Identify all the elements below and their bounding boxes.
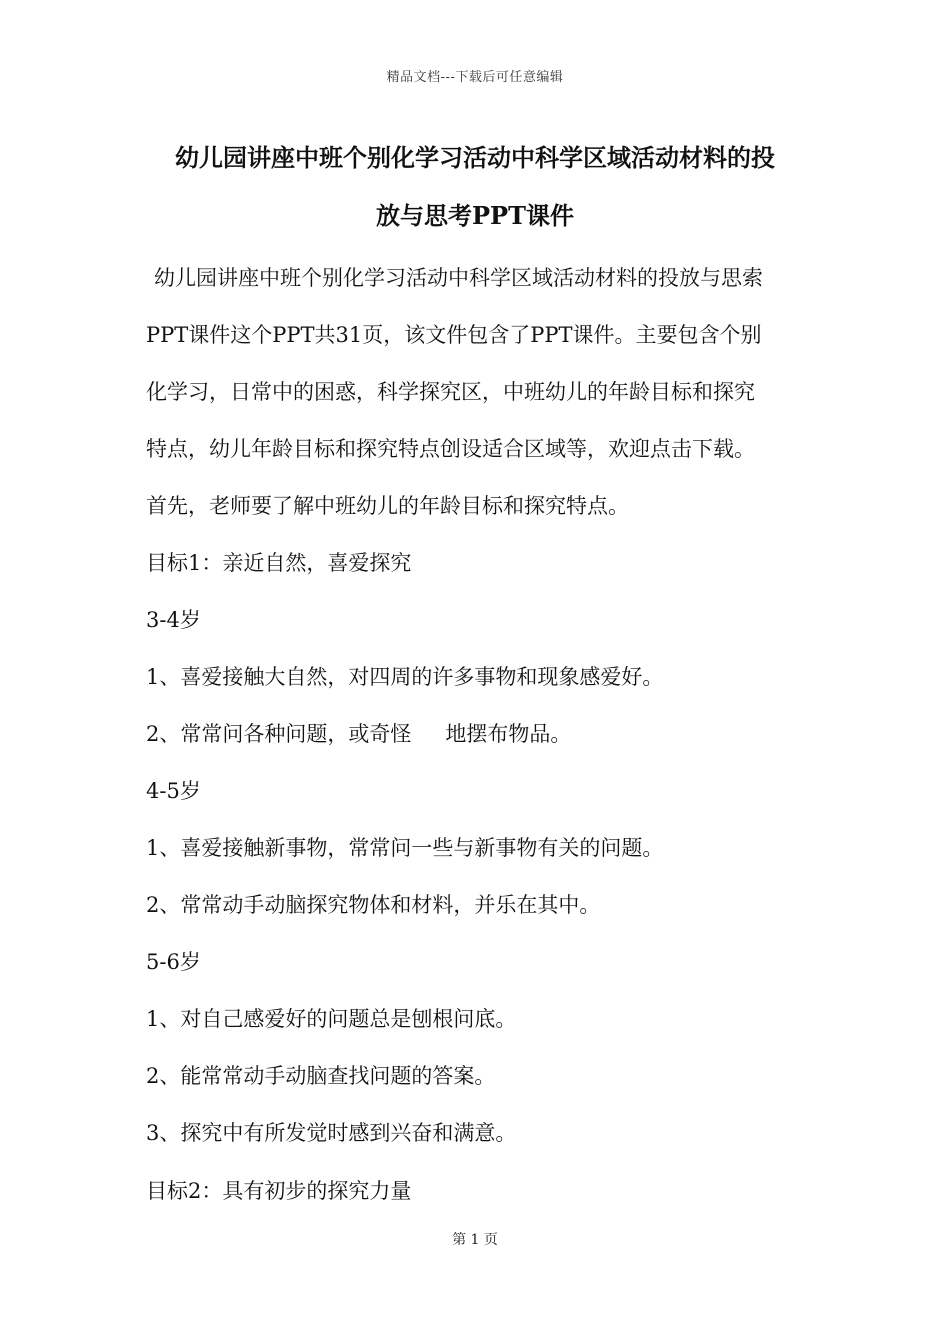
age-group-4-5: 4-5岁 [146,779,201,803]
page-number: 第 1 页 [452,1232,498,1248]
age-group-3-4: 3-4岁 [146,608,201,632]
list-item [146,719,571,749]
intro-line-3: 化学习，日常中的困惑，科学探究区，中班幼儿的年龄目标和探究 [146,380,755,404]
intro-line-1: 幼儿园讲座中班个别化学习活动中科学区域活动材料的投放与思索 [154,266,763,290]
intro-line-4: 特点，幼儿年龄目标和探究特点创设适合区域等，欢迎点击下载。 [146,437,755,461]
document-title-line-2: 放与思考PPT课件 [376,201,574,230]
list-item: 1、对自己感爱好的问题总是刨根问底。 [146,1007,517,1031]
list-item: 1、喜爱接触大自然，对四周的许多事物和现象感爱好。 [146,665,664,689]
goal-2-heading: 目标2：具有初步的探究力量 [146,1179,412,1203]
list-item-text-part-1: 2、常常问各种问题，或奇怪 [146,722,412,746]
header-note: 精品文档---下载后可任意编辑 [386,70,564,85]
list-item: 2、常常动手动脑探究物体和材料，并乐在其中。 [146,893,601,917]
goal-1-heading: 目标1：亲近自然，喜爱探究 [146,551,412,575]
age-group-5-6: 5-6岁 [146,950,201,974]
intro-line-2: PPT课件这个PPT共31页，该文件包含了PPT课件。主要包含个别 [146,323,762,347]
list-item: 3、探究中有所发觉时感到兴奋和满意。 [146,1121,517,1145]
list-item: 2、能常常动手动脑查找问题的答案。 [146,1064,496,1088]
list-item-text-part-2: 地摆布物品。 [445,722,572,746]
list-item: 1、喜爱接触新事物，常常问一些与新事物有关的问题。 [146,836,664,860]
first-paragraph: 首先，老师要了解中班幼儿的年龄目标和探究特点。 [146,494,629,518]
document-title-line-1: 幼儿园讲座中班个别化学习活动中科学区域活动材料的投 [175,143,775,172]
